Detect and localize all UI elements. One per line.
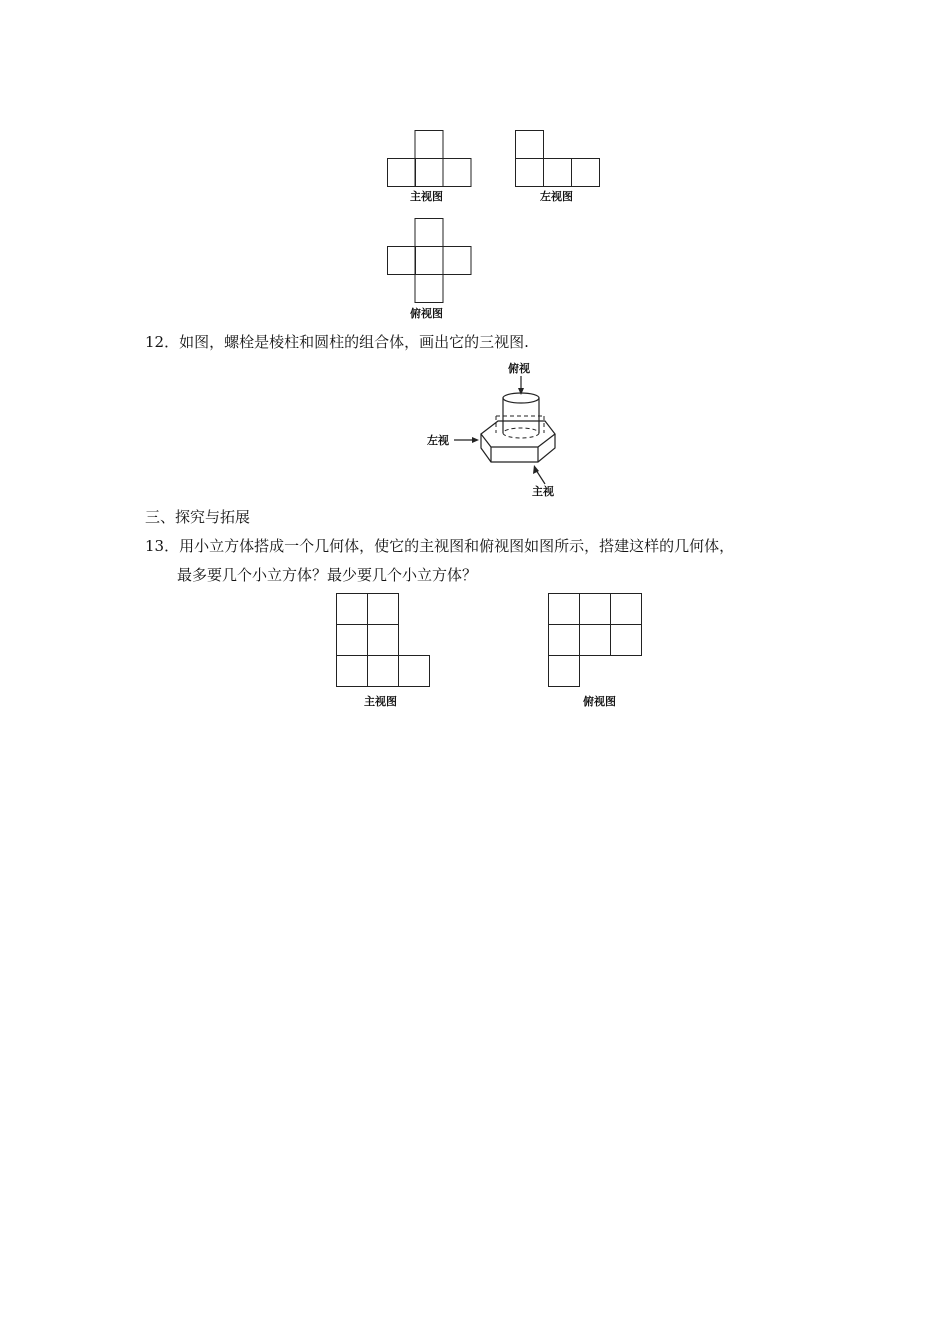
q11-top-view-grid [387,218,473,304]
q13-front-caption: 主视图 [364,695,397,708]
q12-bolt-figure [440,376,570,486]
q13-top-caption: 俯视图 [583,695,616,708]
q11-front-caption: 主视图 [410,190,443,203]
section-title: 三、探究与拓展 [145,508,251,526]
q12-label-left-view: 左视 [427,434,449,447]
q11-left-view-grid [515,130,601,188]
q11-front-view-grid [387,130,473,188]
q11-top-caption: 俯视图 [410,307,443,320]
q13-top-view-grid [548,593,645,690]
q11-left-caption: 左视图 [540,190,573,203]
q13-question-line2: 最多要几个小立方体？最少要几个小立方体？ [177,566,478,584]
q12-label-top-view: 俯视 [508,362,530,375]
q13-front-view-grid [336,593,433,690]
q12-label-front-view: 主视 [532,485,554,498]
q12-question-text: 12．如图，螺栓是棱柱和圆柱的组合体，画出它的三视图. [145,333,529,351]
q13-question-line1: 13．用小立方体搭成一个几何体，使它的主视图和俯视图如图所示，搭建这样的几何体， [145,537,735,555]
